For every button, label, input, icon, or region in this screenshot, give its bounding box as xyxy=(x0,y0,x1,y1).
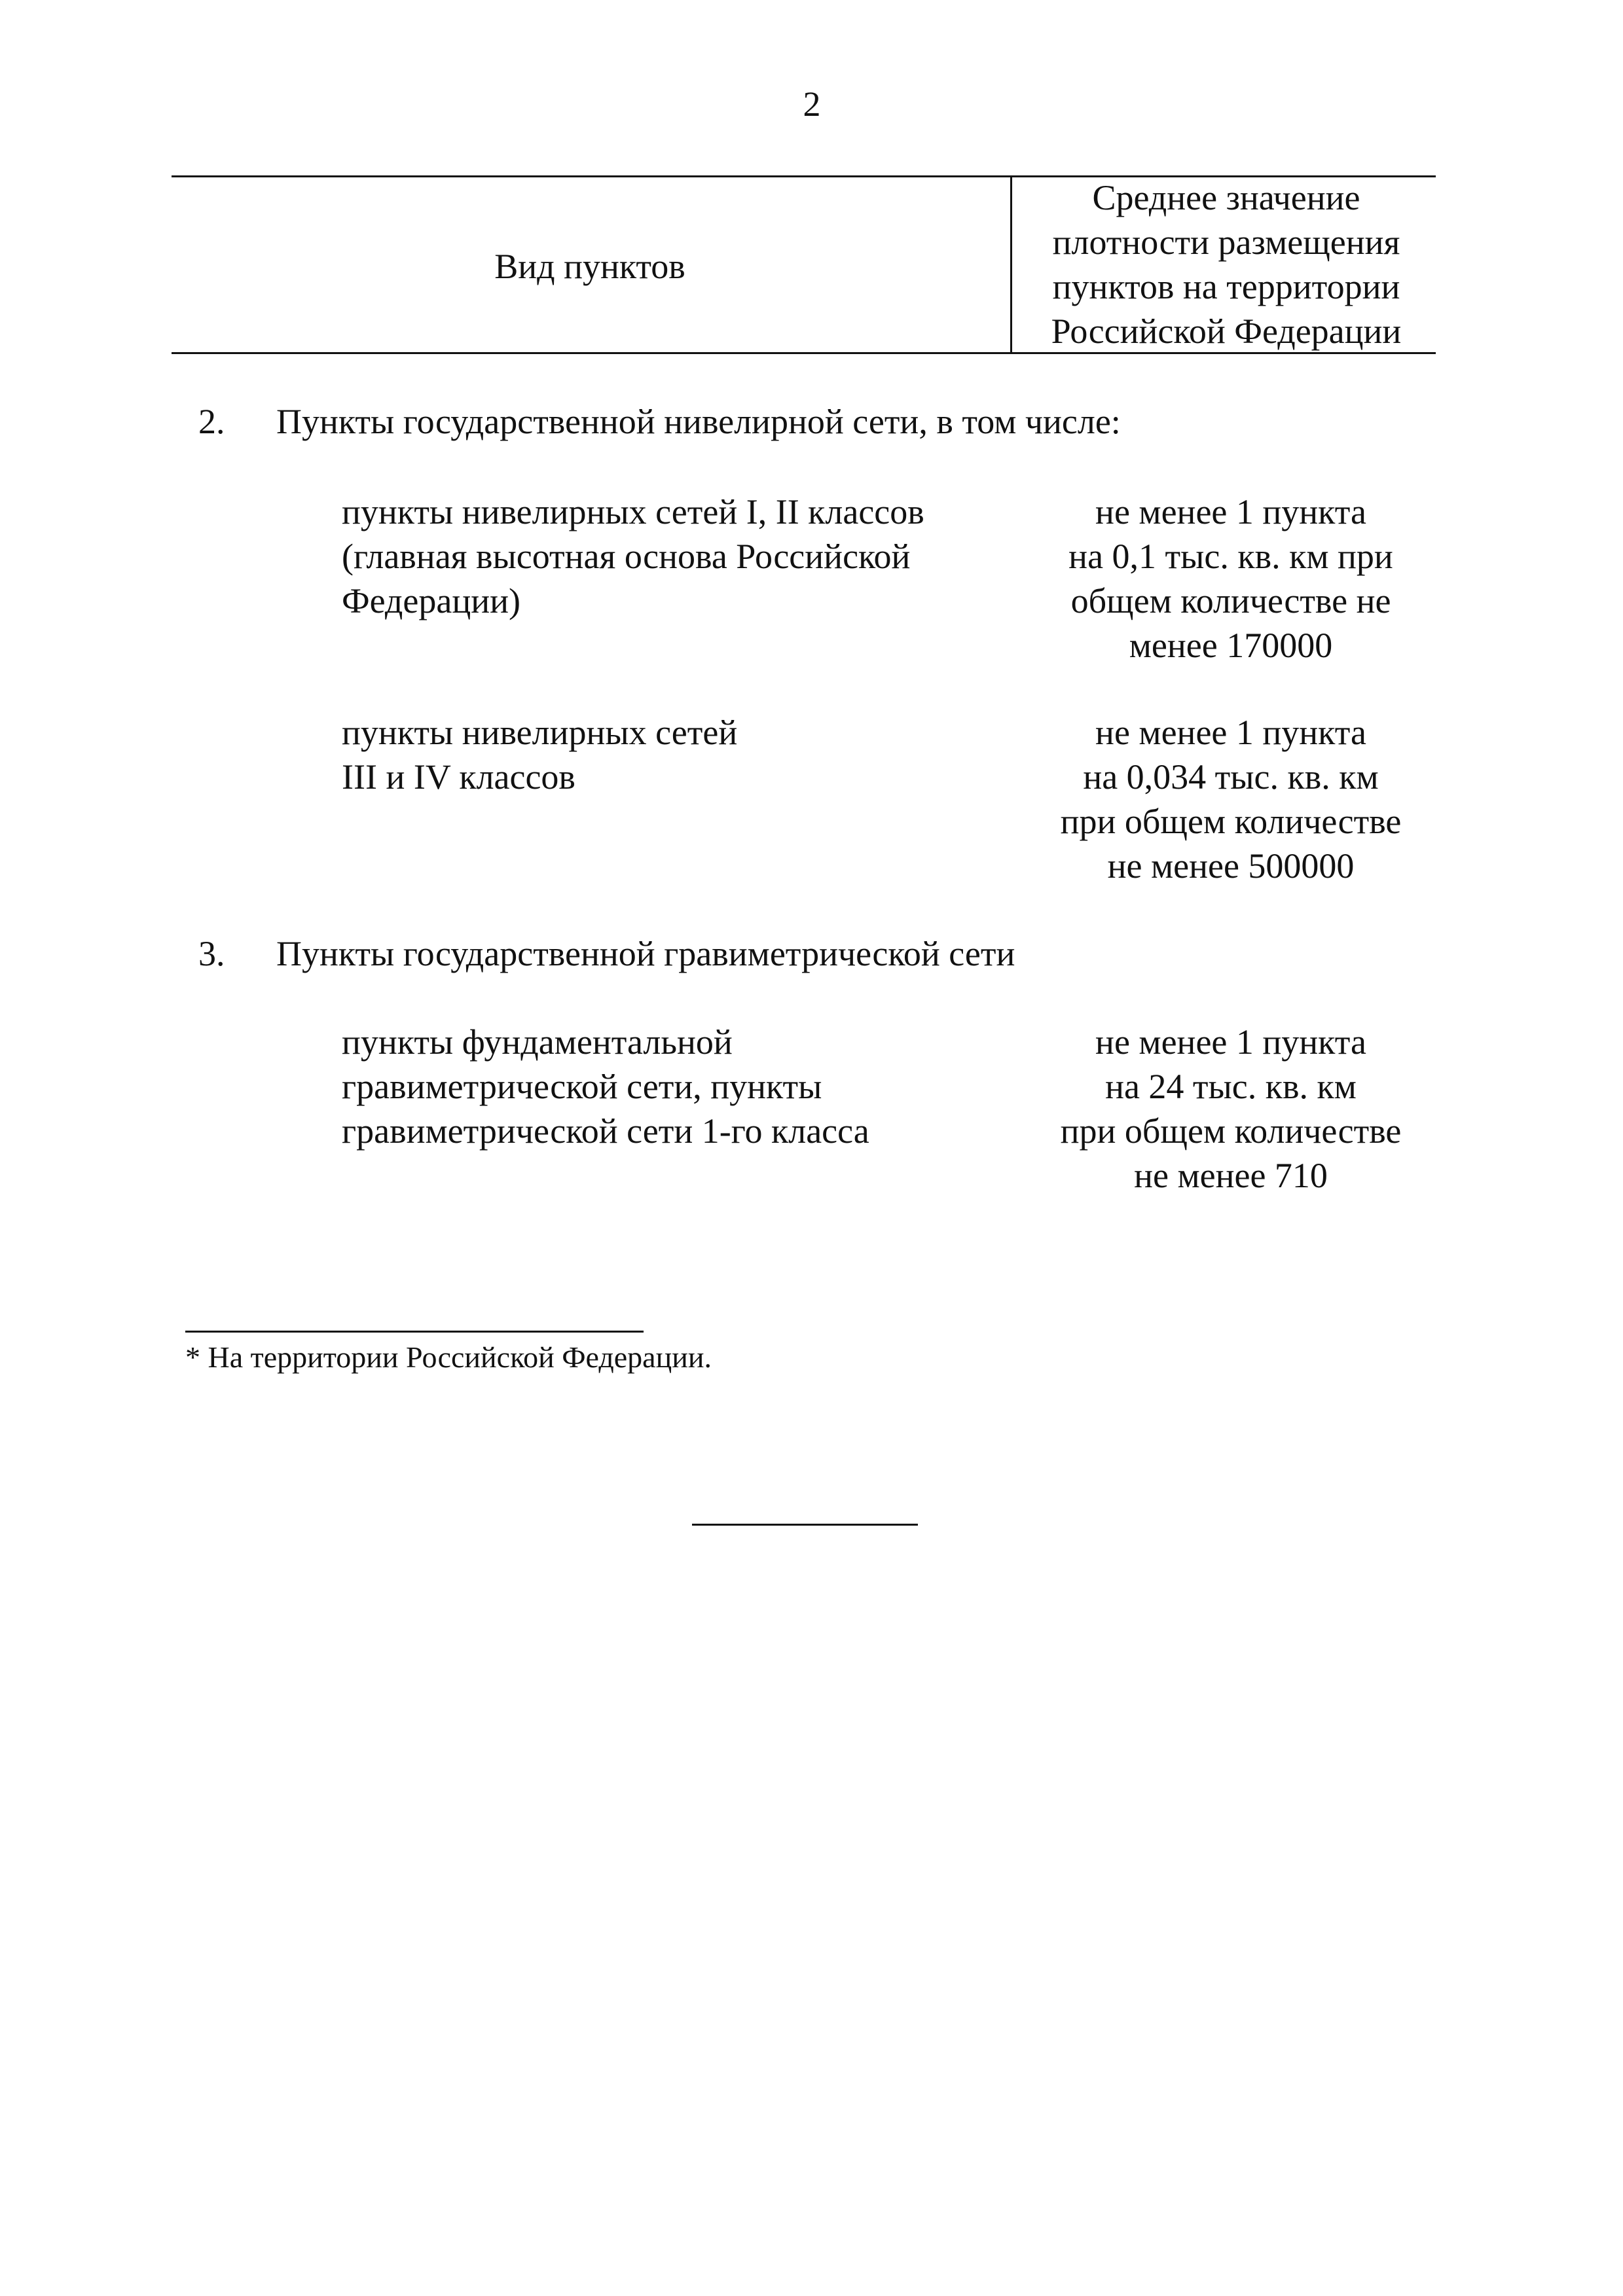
end-rule xyxy=(692,1524,918,1526)
footnote: * На территории Российской Федерации. xyxy=(185,1340,712,1374)
item-name: пункты фундаментальной гравиметрической сети, пункты гравиметрической сети 1-го класса xyxy=(342,1022,869,1151)
item-value: не менее 1 пункта на 0,1 тыс. кв. км при общем количестве не менее 170000 xyxy=(1068,492,1393,665)
section-title: Пункты государственной гравиметрической сети xyxy=(276,934,1015,973)
item-value: не менее 1 пункта на 0,034 тыс. кв. км при общем количестве не менее 500000 xyxy=(1060,713,1402,886)
section-number: 2. xyxy=(198,402,225,441)
page-number: 2 xyxy=(803,84,821,124)
item-value: не менее 1 пункта на 24 тыс. кв. км при общем количестве не менее 710 xyxy=(1060,1022,1402,1195)
section-title: Пункты государственной нивелирной сети, в том числе: xyxy=(276,402,1121,441)
header-column-divider xyxy=(1010,175,1012,354)
item-name: пункты нивелирных сетей I, II классов (главная высотная основа Российской Федерации) xyxy=(342,492,924,620)
header-col-density: Среднее значение плотности размещения пунктов на территории Российской Федерации xyxy=(1051,178,1402,351)
footnote-separator xyxy=(185,1331,644,1333)
item-name: пункты нивелирных сетей III и IV классов xyxy=(342,713,738,797)
section-number: 3. xyxy=(198,934,225,973)
header-col-type: Вид пунктов xyxy=(494,247,685,286)
